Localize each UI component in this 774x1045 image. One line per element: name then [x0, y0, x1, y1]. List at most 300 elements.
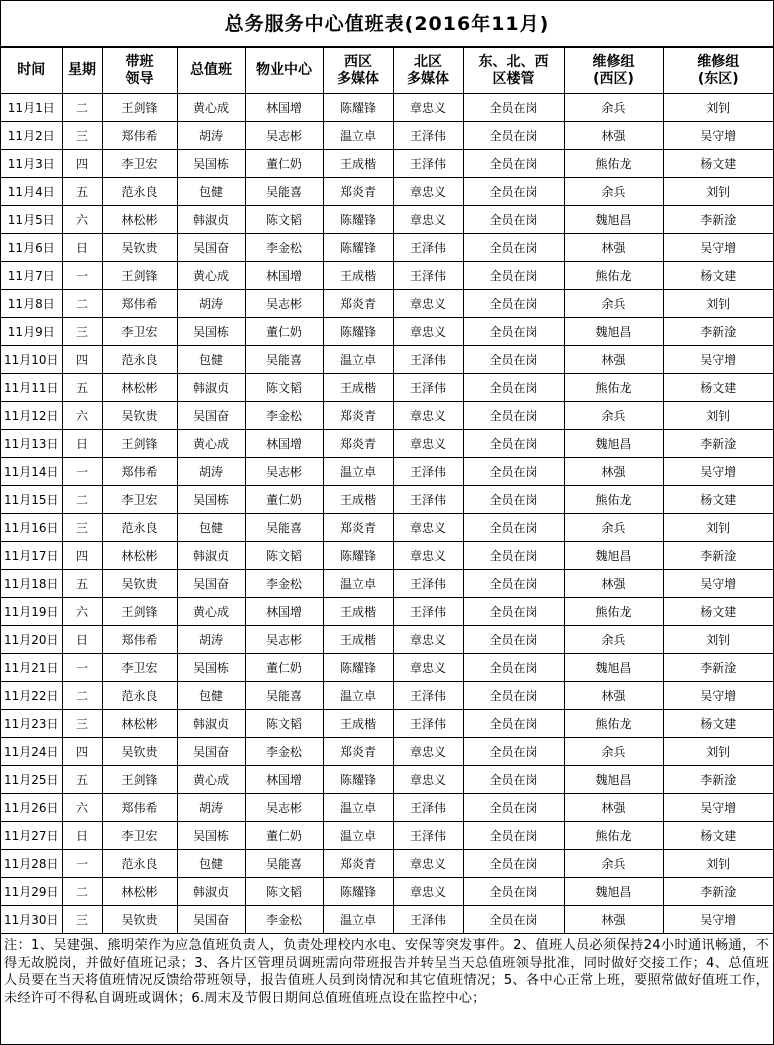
column-header: [1, 48, 62, 94]
table-cell: 王泽伟: [393, 262, 463, 290]
table-cell: 李新淦: [663, 430, 773, 458]
table-cell: 全员在岗: [463, 738, 564, 766]
table-cell: 熊佑龙: [564, 598, 663, 626]
table-cell: 11月18日: [1, 570, 62, 598]
table-row: [1, 878, 773, 906]
table-cell: 韩淑贞: [177, 710, 245, 738]
table-cell: 韩淑贞: [177, 374, 245, 402]
table-row: [1, 374, 773, 402]
table-cell: 温立卓: [323, 794, 393, 822]
table-cell: 11月16日: [1, 514, 62, 542]
table-cell: 一: [62, 850, 102, 878]
table-cell: 吴志彬: [245, 626, 323, 654]
column-header-line: 时间: [17, 62, 46, 78]
table-cell: 全员在岗: [463, 402, 564, 430]
table-cell: 全员在岗: [463, 150, 564, 178]
table-cell: 林松彬: [102, 878, 177, 906]
table-cell: 全员在岗: [463, 598, 564, 626]
table-row: [1, 682, 773, 710]
table-cell: 温立卓: [323, 822, 393, 850]
table-cell: 章忠义: [393, 850, 463, 878]
column-header-line: 维修组: [592, 53, 635, 70]
table-cell: 吴守增: [663, 122, 773, 150]
table-cell: 二: [62, 682, 102, 710]
table-cell: 刘钊: [663, 514, 773, 542]
table-cell: 熊佑龙: [564, 710, 663, 738]
table-cell: 吴守增: [663, 346, 773, 374]
table-cell: 郑伟希: [102, 458, 177, 486]
table-cell: 王成楷: [323, 598, 393, 626]
table-cell: 董仁奶: [245, 654, 323, 682]
table-cell: 魏旭昌: [564, 654, 663, 682]
table-cell: 全员在岗: [463, 822, 564, 850]
table-body: [1, 94, 773, 934]
table-cell: 吴钦贵: [102, 234, 177, 262]
table-cell: 11月20日: [1, 626, 62, 654]
table-row: [1, 710, 773, 738]
table-cell: 三: [62, 122, 102, 150]
table-row: [1, 94, 773, 122]
table-cell: 温立卓: [323, 682, 393, 710]
column-header-line: (东区): [697, 70, 739, 87]
table-cell: 王成楷: [323, 710, 393, 738]
table-cell: 章忠义: [393, 878, 463, 906]
table-cell: 杨文建: [663, 486, 773, 514]
table-cell: 刘钊: [663, 290, 773, 318]
table-cell: 二: [62, 486, 102, 514]
table-cell: 吴能喜: [245, 682, 323, 710]
table-row: [1, 542, 773, 570]
table-cell: 陈文韬: [245, 878, 323, 906]
table-cell: 日: [62, 822, 102, 850]
table-row: [1, 178, 773, 206]
table-cell: 范永良: [102, 346, 177, 374]
table-cell: 陈耀锋: [323, 318, 393, 346]
table-cell: 11月24日: [1, 738, 62, 766]
table-cell: 全员在岗: [463, 94, 564, 122]
table-cell: 四: [62, 738, 102, 766]
table-cell: 熊佑龙: [564, 150, 663, 178]
table-cell: 陈文韬: [245, 374, 323, 402]
table-cell: 全员在岗: [463, 710, 564, 738]
table-cell: 章忠义: [393, 542, 463, 570]
table-cell: 王泽伟: [393, 570, 463, 598]
table-cell: 全员在岗: [463, 234, 564, 262]
table-cell: 林强: [564, 346, 663, 374]
table-cell: 陈耀锋: [323, 878, 393, 906]
table-cell: 吴钦贵: [102, 402, 177, 430]
table-cell: 胡涛: [177, 794, 245, 822]
table-cell: 全员在岗: [463, 794, 564, 822]
table-cell: 王泽伟: [393, 682, 463, 710]
table-cell: 吴国奋: [177, 738, 245, 766]
table-cell: 11月2日: [1, 122, 62, 150]
table-cell: 吴国栋: [177, 486, 245, 514]
table-cell: 李金松: [245, 234, 323, 262]
table-row: [1, 822, 773, 850]
table-cell: 章忠义: [393, 318, 463, 346]
column-header: [177, 48, 245, 94]
table-cell: 11月4日: [1, 178, 62, 206]
table-cell: 三: [62, 906, 102, 934]
table-cell: 五: [62, 570, 102, 598]
table-cell: 王泽伟: [393, 710, 463, 738]
table-cell: 林强: [564, 570, 663, 598]
column-header-line: 带班: [125, 53, 154, 70]
table-cell: 全员在岗: [463, 318, 564, 346]
table-cell: 陈耀锋: [323, 206, 393, 234]
table-cell: 熊佑龙: [564, 374, 663, 402]
table-cell: 陈耀锋: [323, 766, 393, 794]
table-cell: 三: [62, 318, 102, 346]
table-cell: 11月5日: [1, 206, 62, 234]
table-cell: 11月10日: [1, 346, 62, 374]
table-cell: 11月28日: [1, 850, 62, 878]
table-cell: 11月27日: [1, 822, 62, 850]
table-cell: 四: [62, 346, 102, 374]
table-cell: 胡涛: [177, 458, 245, 486]
table-cell: 李新淦: [663, 542, 773, 570]
table-cell: 林强: [564, 234, 663, 262]
table-cell: 王泽伟: [393, 486, 463, 514]
table-cell: 六: [62, 206, 102, 234]
table-cell: 日: [62, 430, 102, 458]
table-cell: 一: [62, 654, 102, 682]
table-cell: 全员在岗: [463, 346, 564, 374]
table-row: [1, 794, 773, 822]
table-cell: 温立卓: [323, 570, 393, 598]
table-cell: 吴志彬: [245, 794, 323, 822]
column-header: [564, 48, 663, 94]
table-cell: 吴能喜: [245, 346, 323, 374]
table-cell: 杨文建: [663, 150, 773, 178]
table-cell: 王剑锋: [102, 598, 177, 626]
table-cell: 李卫宏: [102, 486, 177, 514]
table-cell: 吴能喜: [245, 850, 323, 878]
table-cell: 林松彬: [102, 710, 177, 738]
table-cell: 全员在岗: [463, 290, 564, 318]
table-cell: 吴守增: [663, 234, 773, 262]
table-cell: 林松彬: [102, 374, 177, 402]
table-cell: 11月9日: [1, 318, 62, 346]
table-cell: 全员在岗: [463, 178, 564, 206]
table-cell: 日: [62, 234, 102, 262]
table-cell: 李卫宏: [102, 822, 177, 850]
table-cell: 余兵: [564, 94, 663, 122]
table-row: [1, 122, 773, 150]
table-cell: 11月19日: [1, 598, 62, 626]
table-cell: 全员在岗: [463, 654, 564, 682]
table-row: [1, 150, 773, 178]
table-cell: 全员在岗: [463, 458, 564, 486]
table-cell: 林国增: [245, 430, 323, 458]
column-header-line: 东、北、西: [478, 53, 549, 70]
table-cell: 四: [62, 542, 102, 570]
table-cell: 五: [62, 178, 102, 206]
table-cell: 林强: [564, 682, 663, 710]
table-cell: 11月26日: [1, 794, 62, 822]
table-cell: 王泽伟: [393, 374, 463, 402]
table-cell: 章忠义: [393, 430, 463, 458]
table-cell: 二: [62, 878, 102, 906]
table-cell: 温立卓: [323, 122, 393, 150]
table-cell: 郑炎青: [323, 514, 393, 542]
table-cell: 熊佑龙: [564, 822, 663, 850]
table-cell: 林国增: [245, 766, 323, 794]
table-cell: 林强: [564, 458, 663, 486]
table-cell: 郑伟希: [102, 122, 177, 150]
table-cell: 刘钊: [663, 850, 773, 878]
table-row: [1, 598, 773, 626]
table-cell: 黄心成: [177, 598, 245, 626]
table-cell: 全员在岗: [463, 206, 564, 234]
table-cell: 11月8日: [1, 290, 62, 318]
column-header: [62, 48, 102, 94]
table-cell: 11月30日: [1, 906, 62, 934]
table-cell: 11月3日: [1, 150, 62, 178]
table-cell: 章忠义: [393, 178, 463, 206]
table-cell: 杨文建: [663, 598, 773, 626]
table-cell: 刘钊: [663, 94, 773, 122]
table-row: [1, 458, 773, 486]
table-cell: 林松彬: [102, 206, 177, 234]
table-cell: 郑炎青: [323, 290, 393, 318]
table-cell: 魏旭昌: [564, 430, 663, 458]
table-cell: 陈文韬: [245, 542, 323, 570]
table-cell: 吴国奋: [177, 402, 245, 430]
column-header-line: 多媒体: [337, 70, 379, 87]
table-cell: 李新淦: [663, 206, 773, 234]
table-cell: 11月7日: [1, 262, 62, 290]
column-header-line: 星期: [68, 62, 96, 78]
table-cell: 三: [62, 514, 102, 542]
table-cell: 11月11日: [1, 374, 62, 402]
table-cell: 吴志彬: [245, 458, 323, 486]
table-cell: 余兵: [564, 290, 663, 318]
table-cell: 吴守增: [663, 794, 773, 822]
table-row: [1, 290, 773, 318]
table-row: [1, 318, 773, 346]
table-cell: 范永良: [102, 514, 177, 542]
table-cell: 魏旭昌: [564, 318, 663, 346]
table-cell: 包健: [177, 178, 245, 206]
table-cell: 吴能喜: [245, 178, 323, 206]
table-cell: 一: [62, 262, 102, 290]
table-cell: 王泽伟: [393, 822, 463, 850]
table-cell: 胡涛: [177, 626, 245, 654]
table-cell: 李金松: [245, 402, 323, 430]
table-cell: 11月17日: [1, 542, 62, 570]
table-cell: 董仁奶: [245, 318, 323, 346]
table-row: [1, 402, 773, 430]
table-cell: 范永良: [102, 850, 177, 878]
table-cell: 刘钊: [663, 402, 773, 430]
table-cell: 林强: [564, 122, 663, 150]
table-cell: 全员在岗: [463, 514, 564, 542]
table-cell: 李新淦: [663, 766, 773, 794]
table-cell: 余兵: [564, 738, 663, 766]
table-cell: 李卫宏: [102, 654, 177, 682]
table-cell: 杨文建: [663, 822, 773, 850]
table-cell: 一: [62, 458, 102, 486]
table-cell: 郑炎青: [323, 430, 393, 458]
table-cell: 余兵: [564, 402, 663, 430]
table-row: [1, 486, 773, 514]
table-cell: 六: [62, 402, 102, 430]
table-row: [1, 738, 773, 766]
table-row: [1, 626, 773, 654]
table-row: [1, 654, 773, 682]
table-cell: 韩淑贞: [177, 542, 245, 570]
table-cell: 魏旭昌: [564, 206, 663, 234]
table-cell: 11月14日: [1, 458, 62, 486]
table-cell: 郑炎青: [323, 850, 393, 878]
table-cell: 王泽伟: [393, 598, 463, 626]
table-cell: 王泽伟: [393, 458, 463, 486]
column-header-line: 北区: [414, 53, 442, 70]
table-cell: 刘钊: [663, 626, 773, 654]
table-cell: 王泽伟: [393, 906, 463, 934]
table-cell: 李金松: [245, 570, 323, 598]
column-header-line: 西区: [344, 53, 372, 70]
column-header: [663, 48, 773, 94]
table-cell: 李卫宏: [102, 150, 177, 178]
table-cell: 全员在岗: [463, 766, 564, 794]
column-header-line: 领导: [125, 70, 154, 87]
table-cell: 11月25日: [1, 766, 62, 794]
table-cell: 林松彬: [102, 542, 177, 570]
column-header: [393, 48, 463, 94]
table-cell: 郑伟希: [102, 290, 177, 318]
table-cell: 吴国栋: [177, 318, 245, 346]
table-cell: 六: [62, 794, 102, 822]
table-cell: 胡涛: [177, 290, 245, 318]
table-cell: 韩淑贞: [177, 206, 245, 234]
table-cell: 胡涛: [177, 122, 245, 150]
table-cell: 吴钦贵: [102, 570, 177, 598]
table-cell: 章忠义: [393, 626, 463, 654]
table-cell: 章忠义: [393, 402, 463, 430]
table-cell: 吴国栋: [177, 654, 245, 682]
table-cell: 余兵: [564, 514, 663, 542]
column-header-line: (西区): [593, 70, 634, 87]
table-cell: 郑伟希: [102, 626, 177, 654]
duty-table: [1, 47, 773, 934]
table-cell: 全员在岗: [463, 878, 564, 906]
table-cell: 温立卓: [323, 458, 393, 486]
table-cell: 章忠义: [393, 514, 463, 542]
table-cell: 郑炎青: [323, 402, 393, 430]
table-row: [1, 234, 773, 262]
table-row: [1, 570, 773, 598]
table-cell: 黄心成: [177, 766, 245, 794]
table-cell: 熊佑龙: [564, 486, 663, 514]
table-cell: 王泽伟: [393, 150, 463, 178]
table-cell: 余兵: [564, 626, 663, 654]
table-cell: 陈耀锋: [323, 234, 393, 262]
table-cell: 林强: [564, 794, 663, 822]
table-row: [1, 514, 773, 542]
table-cell: 王剑锋: [102, 262, 177, 290]
table-cell: 王泽伟: [393, 122, 463, 150]
table-cell: 林强: [564, 906, 663, 934]
table-cell: 陈文韬: [245, 206, 323, 234]
table-cell: 魏旭昌: [564, 766, 663, 794]
table-row: [1, 906, 773, 934]
table-cell: 王剑锋: [102, 430, 177, 458]
table-row: [1, 850, 773, 878]
table-cell: 林国增: [245, 262, 323, 290]
table-cell: 包健: [177, 850, 245, 878]
table-cell: 全员在岗: [463, 570, 564, 598]
column-header-line: 维修组: [697, 53, 740, 70]
table-cell: 李新淦: [663, 654, 773, 682]
table-cell: 王剑锋: [102, 94, 177, 122]
column-header-line: 多媒体: [407, 70, 449, 87]
table-cell: 全员在岗: [463, 122, 564, 150]
table-cell: 陈耀锋: [323, 654, 393, 682]
table-cell: 11月12日: [1, 402, 62, 430]
table-cell: 王剑锋: [102, 766, 177, 794]
table-cell: 全员在岗: [463, 262, 564, 290]
table-cell: 王成楷: [323, 150, 393, 178]
table-cell: 余兵: [564, 850, 663, 878]
table-cell: 章忠义: [393, 654, 463, 682]
table-row: [1, 766, 773, 794]
table-cell: 李卫宏: [102, 318, 177, 346]
table-cell: 王成楷: [323, 374, 393, 402]
table-cell: 吴国奋: [177, 570, 245, 598]
table-cell: 包健: [177, 682, 245, 710]
table-cell: 郑炎青: [323, 738, 393, 766]
table-cell: 11月22日: [1, 682, 62, 710]
column-header-line: 物业中心: [256, 62, 312, 78]
table-cell: 二: [62, 94, 102, 122]
table-cell: 吴钦贵: [102, 738, 177, 766]
table-cell: 11月13日: [1, 430, 62, 458]
column-header: [245, 48, 323, 94]
table-cell: 全员在岗: [463, 542, 564, 570]
table-cell: 范永良: [102, 178, 177, 206]
table-row: [1, 262, 773, 290]
table-cell: 陈耀锋: [323, 542, 393, 570]
table-cell: 吴国栋: [177, 822, 245, 850]
table-cell: 包健: [177, 346, 245, 374]
table-cell: 11月6日: [1, 234, 62, 262]
table-header-row: [1, 48, 773, 94]
table-cell: 王泽伟: [393, 346, 463, 374]
table-cell: 吴能喜: [245, 514, 323, 542]
table-cell: 魏旭昌: [564, 878, 663, 906]
column-header: [463, 48, 564, 94]
table-row: [1, 430, 773, 458]
table-cell: 三: [62, 710, 102, 738]
table-cell: 温立卓: [323, 906, 393, 934]
table-cell: 五: [62, 374, 102, 402]
table-cell: 郑炎青: [323, 178, 393, 206]
table-cell: 全员在岗: [463, 486, 564, 514]
table-cell: 全员在岗: [463, 430, 564, 458]
table-cell: 黄心成: [177, 94, 245, 122]
table-cell: 章忠义: [393, 206, 463, 234]
table-cell: 11月21日: [1, 654, 62, 682]
table-cell: 王成楷: [323, 486, 393, 514]
table-cell: 陈文韬: [245, 710, 323, 738]
table-cell: 董仁奶: [245, 150, 323, 178]
table-cell: 韩淑贞: [177, 878, 245, 906]
table-cell: 刘钊: [663, 738, 773, 766]
table-cell: 董仁奶: [245, 822, 323, 850]
